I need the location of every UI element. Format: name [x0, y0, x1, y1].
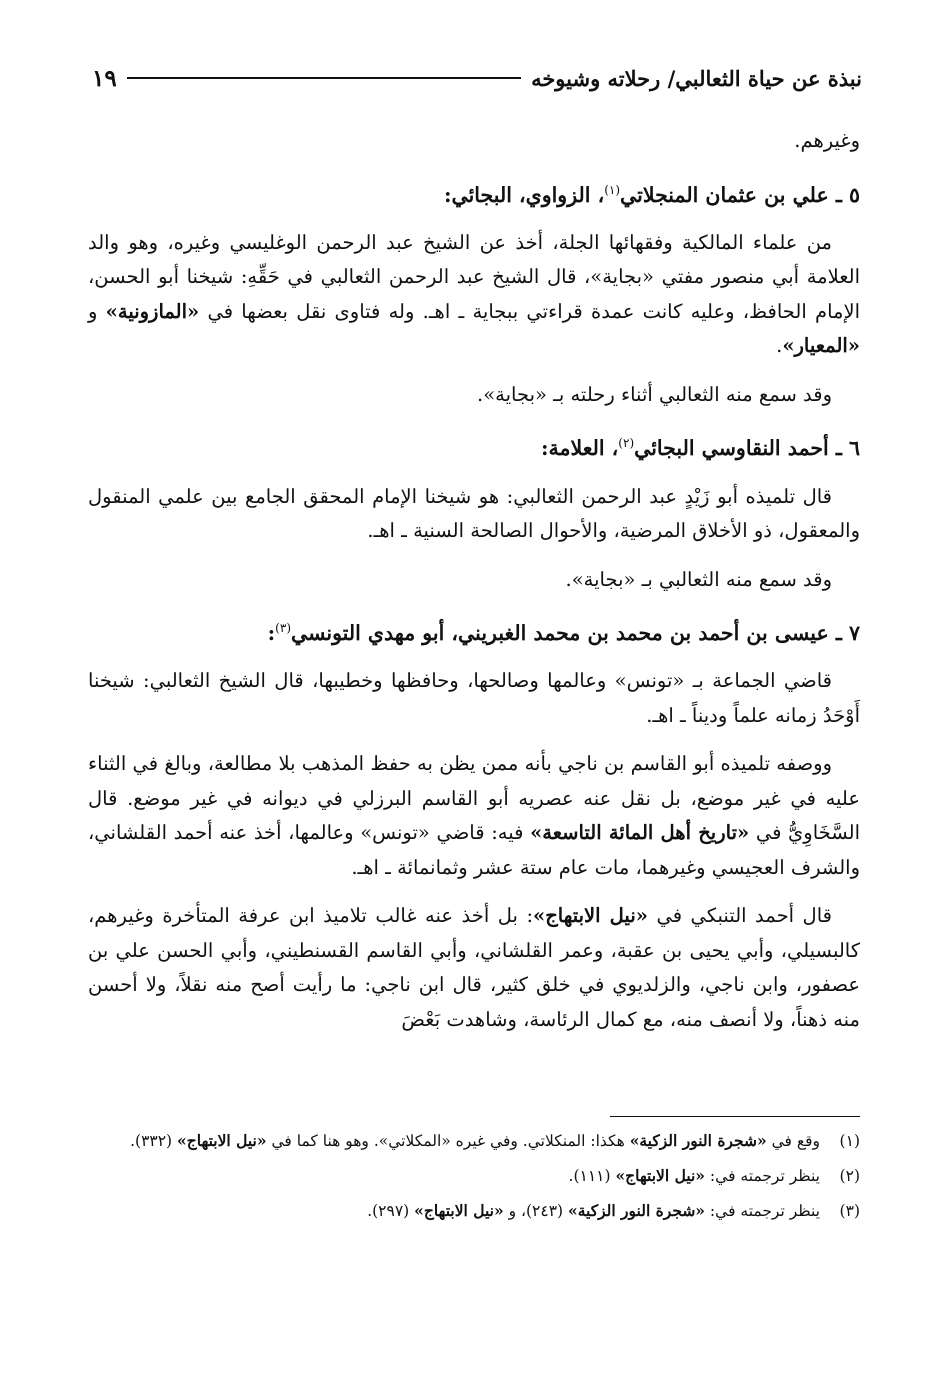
header-rule: [127, 77, 521, 79]
footnote-number: (٢): [839, 1167, 860, 1185]
book-title: «شجرة النور الزكية»: [568, 1201, 705, 1220]
footnote-ref[interactable]: (٣): [275, 621, 291, 636]
text-run: ينظر ترجمته في:: [705, 1202, 820, 1220]
heading-number: ٥ ـ: [835, 182, 860, 207]
book-title: «المازونية»: [105, 299, 200, 323]
page-header: [92, 58, 862, 98]
text-run: (١١١).: [568, 1167, 616, 1185]
book-title: «المعيار»: [782, 334, 860, 358]
text-run: : بل أخذ عنه غالب تلاميذ ابن عرفة المتأخرة وغيرهم، كالبسيلي، وأبي يحيى بن عقبة، وعمر القلشاني، وأبي القاسم القسنطيني، وأبي الحسن علي بن عصفور، وابن ناجي، والزلديوي في خلق كثير، قال ابن ناجي: ما رأيت أصح منه نقلاً، ولا أحسن منه ذهناً، ولا أنصف منه، مع كمال الرئاسة، وشاهدت بَعْضَ: [88, 904, 860, 1031]
section-heading-7: [88, 611, 860, 650]
paragraph: [88, 226, 860, 364]
text-run: (٢٤٣)، و: [503, 1202, 569, 1220]
book-title: «نيل الابتهاج»: [615, 1166, 705, 1185]
paragraph: وقد سمع منه الثعالبي بـ «بجاية».: [565, 567, 832, 591]
footnote-separator: [610, 1116, 860, 1117]
paragraph: [88, 899, 860, 1037]
heading-rest: :: [267, 620, 276, 645]
heading-rest: ، العلامة:: [540, 436, 619, 461]
heading-name: علي بن عثمان المنجلاتي: [620, 182, 829, 207]
text-run: فيه: قاضي «تونس» وعالمها، أخذ عنه أحمد القلشاني، والشرف العجيسي وغيرهما، مات عام ستة عشر وثمانمائة ـ اهـ.: [88, 821, 860, 879]
paragraph: وقد سمع منه الثعالبي أثناء رحلته بـ «بجاية».: [477, 382, 832, 406]
page-number: ١٩: [92, 64, 117, 92]
footnote-text: [88, 1128, 820, 1154]
main-text: [88, 124, 860, 1051]
footnote-ref[interactable]: (١): [604, 182, 621, 197]
book-title: «نيل الابتهاج»: [533, 904, 648, 928]
paragraph: قال تلميذه أبو زَيْدٍ عبد الرحمن الثعالبي: هو شيخنا الإمام المحقق الجامع بين علمي المنقول والمعقول، ذو الأخلاق المرضية، والأحوال الصالحة السنية ـ اهـ.: [88, 484, 860, 543]
text-run: و: [88, 299, 106, 323]
footnote-number: (٣): [839, 1202, 860, 1220]
book-title: «نيل الابتهاج»: [177, 1131, 267, 1150]
heading-name: أحمد النقاوسي البجائي: [634, 436, 829, 461]
text-run: .: [776, 334, 783, 358]
book-title: «تاريخ أهل المائة التاسعة»: [530, 821, 750, 845]
footnote-text: [88, 1198, 820, 1224]
footnote-2: [88, 1163, 860, 1189]
heading-name: عيسى بن أحمد بن محمد بن محمد الغبريني، أبو مهدي التونسي: [291, 620, 829, 645]
footnote-number: (١): [839, 1132, 860, 1150]
paragraph: قاضي الجماعة بـ «تونس» وعالمها وصالحها، وحافظها وخطيبها، قال الشيخ الثعالبي: شيخنا أَوْحَدُ زمانه علماً وديناً ـ اهـ.: [88, 669, 860, 727]
section-heading-5: [88, 173, 860, 212]
text-run: ينظر ترجمته في:: [705, 1167, 820, 1185]
footnote-ref[interactable]: (٢): [618, 436, 635, 451]
footnotes: [88, 1128, 860, 1233]
text-run: (٢٩٧).: [367, 1202, 415, 1220]
text-run: ووصفه تلميذه أبو القاسم بن ناجي بأنه ممن يظن به حفظ المذهب بلا مطالعة، وبالغ في الثناء عليه في غير موضع، بل نقل عنه عصريه أبو القاسم البرزلي في ديوانه في غير موضع. قال السَّخَاوِيُّ في: [88, 752, 860, 845]
paragraph: [88, 747, 860, 885]
footnote-text: [88, 1163, 820, 1189]
text-run: هكذا: المنكلاتي. وفي غيره «المكلاتي». وهو هنا كما في: [266, 1132, 630, 1150]
paragraph-intro: وغيرهم.: [794, 129, 860, 152]
book-title: «شجرة النور الزكية»: [629, 1131, 767, 1150]
heading-number: ٦ ـ: [835, 436, 860, 461]
heading-rest: ، الزواوي، البجائي:: [443, 182, 605, 207]
text-run: وقع في: [766, 1132, 820, 1150]
running-title: نبذة عن حياة الثعالبي/ رحلاته وشيوخه: [531, 65, 862, 91]
heading-number: ٧ ـ: [835, 620, 860, 645]
text-run: من علماء المالكية وفقهائها الجلة، أخذ عن الشيخ عبد الرحمن الوغليسي وغيره، وهو والد العلامة أبي منصور مفتي «بجاية»، قال الشيخ عبد الرحمن الثعالبي في حَقِّهِ: شيخنا أبو الحسن، الإمام الحافظ، وعليه كانت عمدة قراءتي ببجاية ـ اهـ. وله فتاوى نقل بعضها في: [88, 230, 860, 323]
footnote-3: [88, 1198, 860, 1224]
text-run: (٣٣٢).: [130, 1132, 178, 1150]
section-heading-6: [88, 426, 860, 465]
footnote-1: [88, 1128, 860, 1154]
text-run: قال أحمد التنبكي في: [647, 904, 832, 928]
book-title: «نيل الابتهاج»: [414, 1201, 504, 1220]
